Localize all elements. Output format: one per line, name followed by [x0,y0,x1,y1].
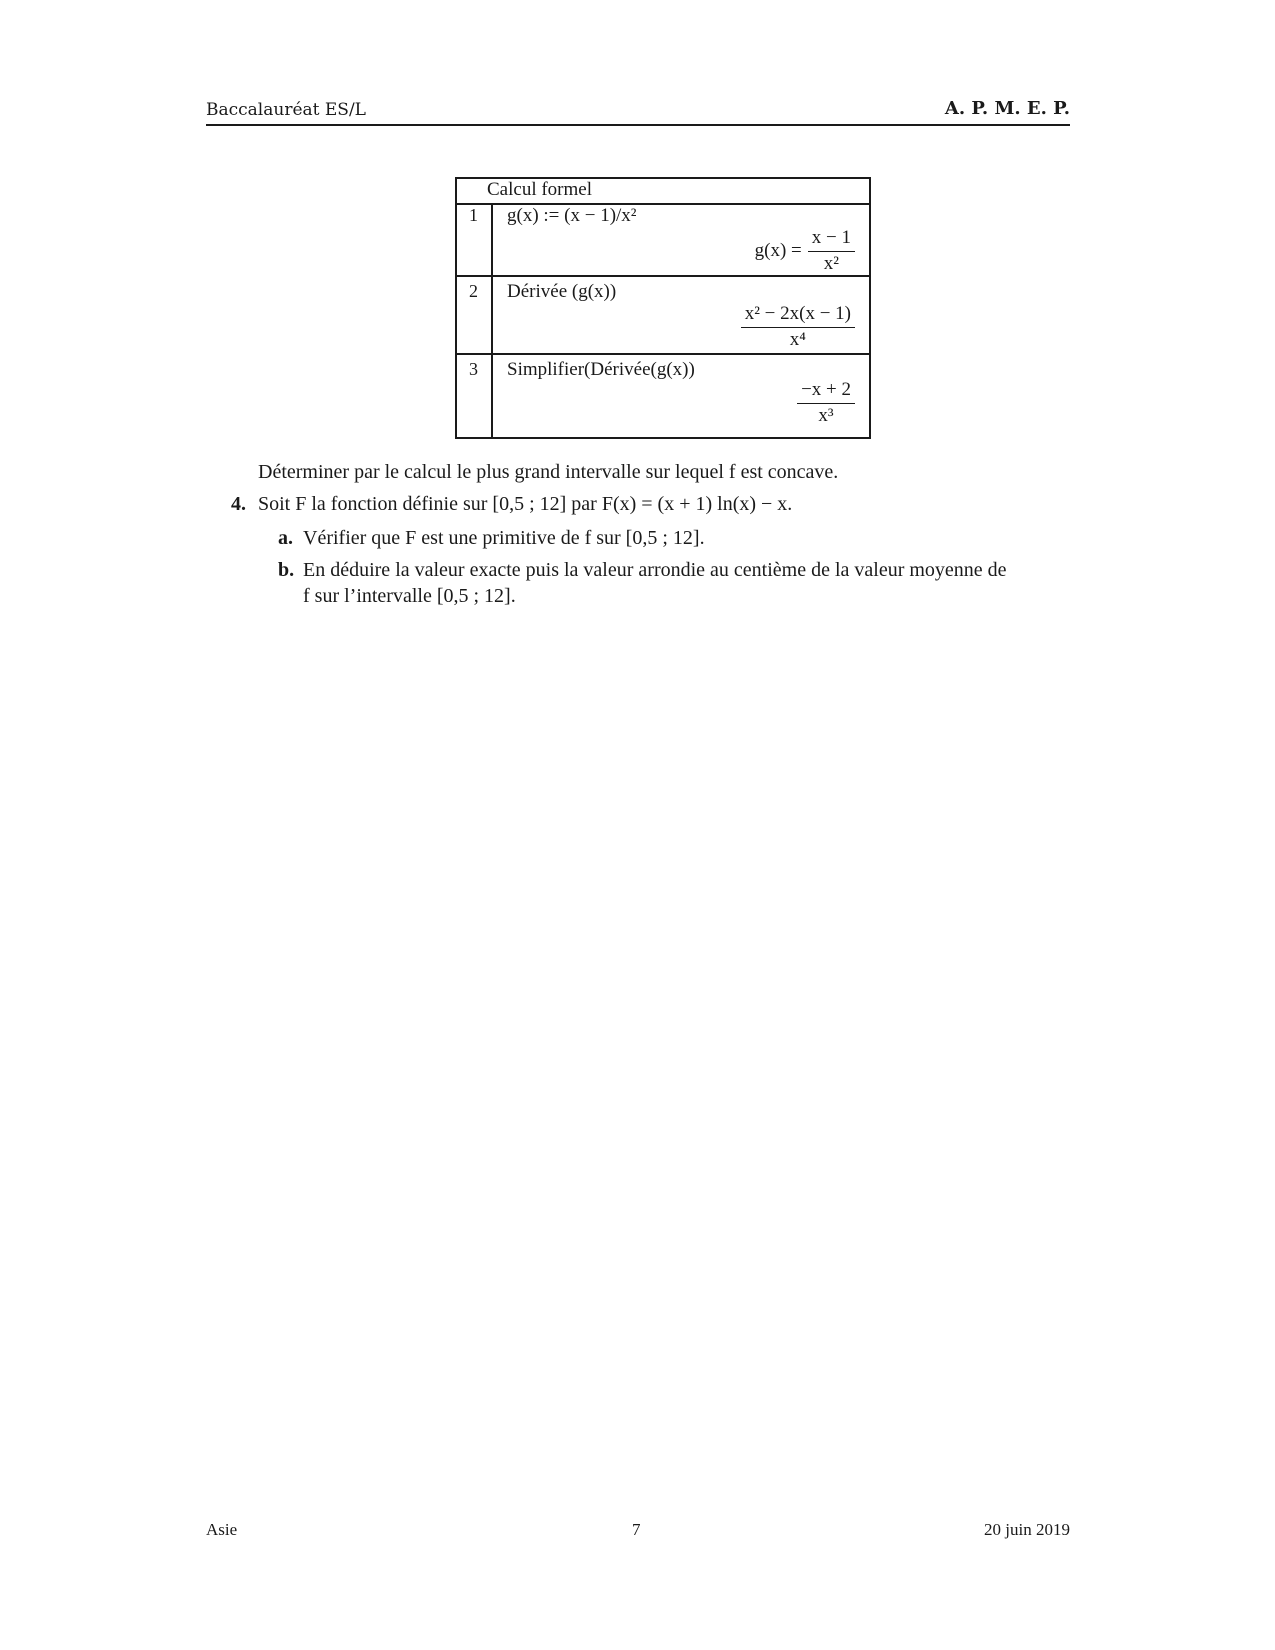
header-right: A. P. M. E. P. [944,98,1070,119]
output-prefix: g(x) = [754,240,802,261]
subquestion-a-text: Vérifier que F est une primitive de f sur [0,5 ; 12]. [303,527,705,549]
output-fraction [741,303,855,351]
cas-table [455,177,871,439]
row-output [791,379,855,427]
fraction-numerator: x² − 2x(x − 1) [741,303,855,328]
fraction-denominator: x³ [818,405,834,426]
page-header [206,98,1070,126]
fraction-denominator: x⁴ [789,329,806,350]
row-output [755,227,855,275]
row-output [735,303,855,351]
row-command: Simplifier(Dérivée(g(x)) [507,359,695,380]
subquestion-b-text: En déduire la valeur exacte puis la valeur arrondie au centième de la valeur moyenne de [303,559,1007,581]
row-rule [457,353,869,355]
row-command: g(x) := (x − 1)/x² [507,205,637,226]
question-number: 4. [231,493,246,515]
number-column-rule [491,203,493,437]
header-left: Baccalauréat ES/L [206,100,366,120]
footer-date: 20 juin 2019 [984,1520,1070,1539]
subquestion-label: a. [278,527,293,549]
fraction-numerator: −x + 2 [797,379,855,404]
footer-left: Asie [206,1520,238,1539]
cas-title: Calcul formel [487,179,592,200]
row-number: 1 [469,205,478,225]
subquestion-label: b. [278,559,295,581]
question-4-text: Soit F la fonction définie sur [0,5 ; 12] par F(x) = (x + 1) ln(x) − x. [258,493,793,515]
output-fraction [797,379,855,427]
row-rule [457,275,869,277]
row-number: 3 [469,359,478,379]
fraction-numerator: x − 1 [808,227,855,252]
output-fraction [808,227,855,275]
concavity-question: Déterminer par le calcul le plus grand intervalle sur lequel f est concave. [258,461,839,483]
page-number: 7 [632,1520,641,1539]
row-number: 2 [469,281,478,301]
row-command: Dérivée (g(x)) [507,281,617,302]
subquestion-b-continuation: f sur l’intervalle [0,5 ; 12]. [303,585,516,607]
fraction-denominator: x² [823,253,839,274]
